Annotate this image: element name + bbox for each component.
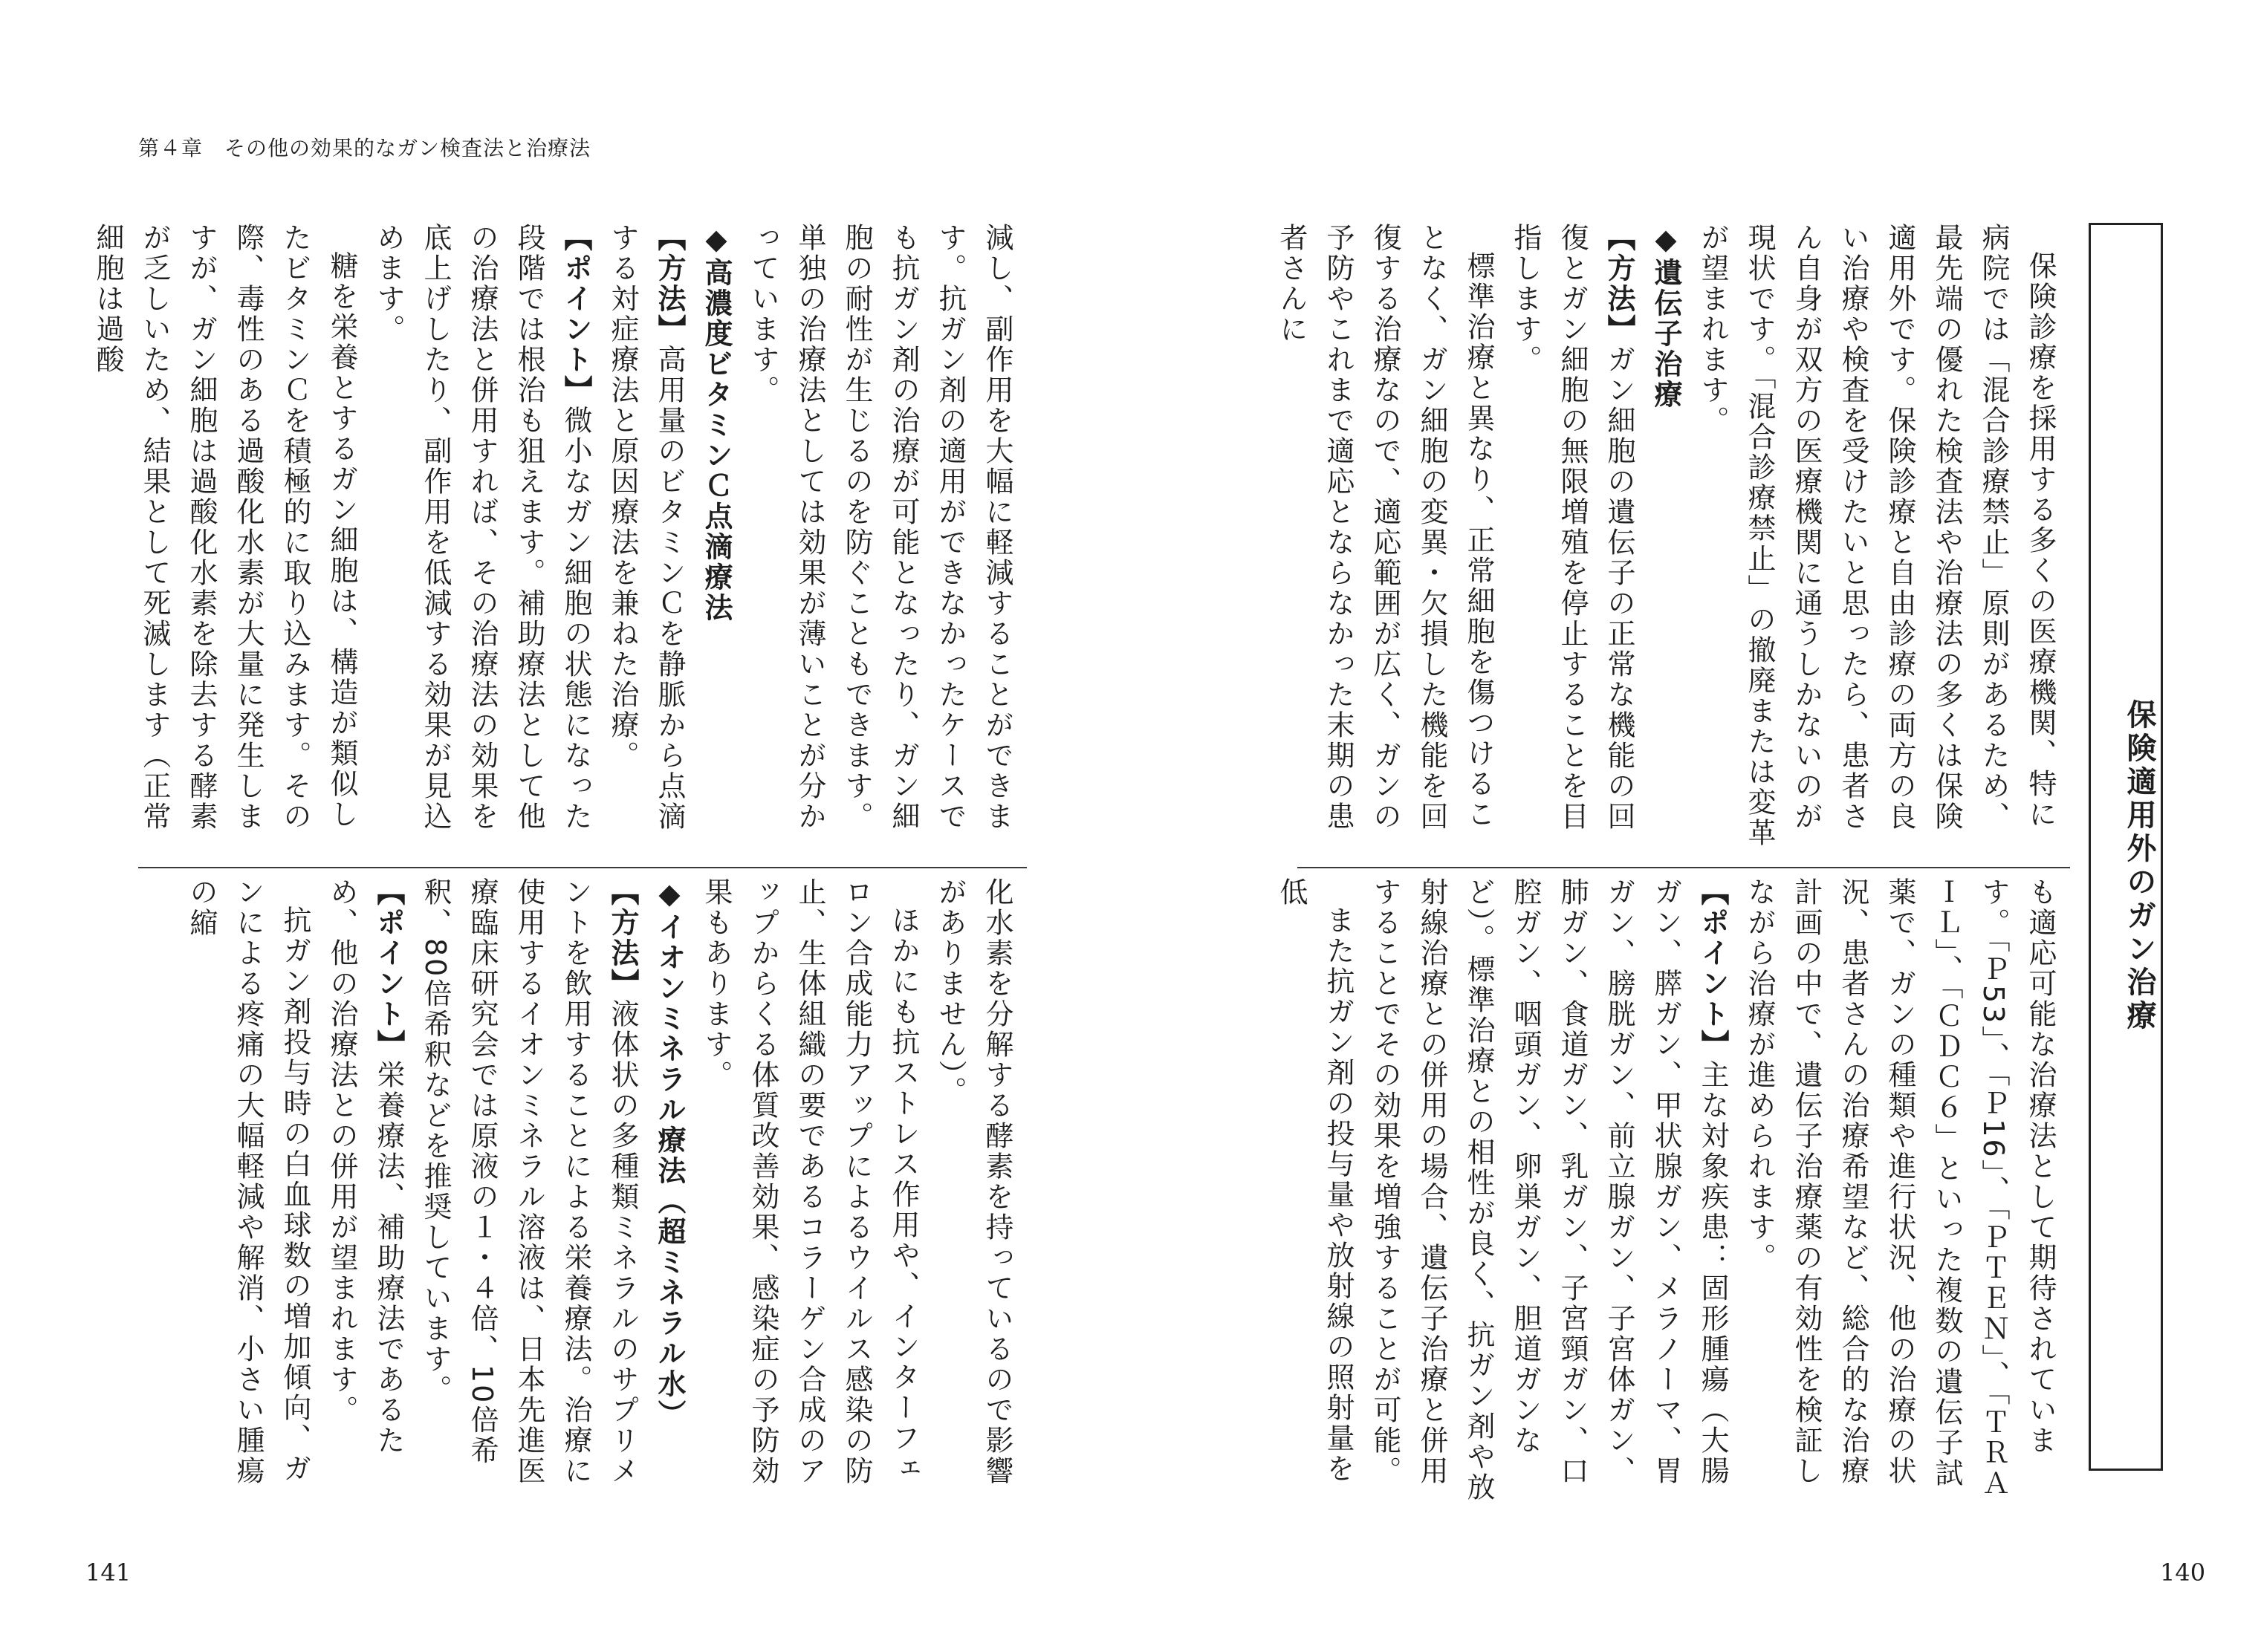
paragraph: 標準治療と異なり、正常細胞を傷つけることなく、ガン細胞の変異・欠損した機能を回復する治療なので、適応範囲が広く、ガンの予防やこれまで適応とならなかった末期の患者さんに <box>1275 223 1495 832</box>
labeled-paragraph <box>412 877 646 1512</box>
paragraph-text: 主な対象疾患：固形腫瘍（大腸ガン、膵ガン、甲状腺ガン、メラノーマ、胃ガン、膀胱ガン、前立腺ガン、子宮体ガン、肺ガン、食道ガン、乳ガン、子宮頸ガン、口腔ガン、咽頭ガン、卵巣ガン、胆道ガンなど）。標準治療との相性が良く、抗ガン剤や放射線治療との併用の場合、遺伝子治療と併用することでその効果を増強することが可能。 <box>1369 877 1729 1503</box>
paragraph-text: 栄養療法、補助療法であるため、他の治療法との併用が望まれます。 <box>325 877 405 1456</box>
paragraph-text: 高用量のビタミンＣを静脈から点滴する対症療法と原因療法を兼ねた治療。 <box>606 223 686 832</box>
labeled-paragraph <box>365 223 599 858</box>
paragraph: 化水素を分解する酵素を持っているので影響がありません）。 <box>934 877 1013 1486</box>
paragraph-label: 【ポイント】 <box>559 223 592 406</box>
running-header: 第４章 その他の効果的なガン検査法と治療法 <box>138 136 591 160</box>
paragraph-label: 【ポイント】 <box>1696 877 1729 1060</box>
right-page <box>1130 0 2260 1652</box>
left-upper-text <box>91 223 1020 858</box>
paragraph: 糖を栄養とするガン細胞は、構造が類似したビタミンＣを積極的に取り込みます。その際、毒性のある過酸化水素が大量に発生しますが、ガン細胞は過酸化水素を除去する酵素が乏しいため、結果として死滅します（正常細胞は過酸 <box>91 223 358 832</box>
paragraph-text: 微小なガン細胞の状態になった段階では根治も狙えます。補助療法として他の治療法と併用すれば、その治療法の効果を底上げしたり、副作用を低減する効果が見込めます。 <box>372 223 592 832</box>
paragraph-label: 【ポイント】 <box>372 877 405 1060</box>
page-number-right: 140 <box>2160 1558 2206 1587</box>
paragraph-text: 液体状の多種類ミネラルのサプリメントを飲用することによる栄養療法。治療に使用するイオンミネラル溶液は、日本先進医療臨床研究会では原液の１・４倍、10倍希釈、80倍希釈などを推奨しています。 <box>419 877 639 1486</box>
paragraph-label: 【方法】 <box>606 877 639 999</box>
right-lower-text <box>1275 877 2063 1512</box>
paragraph: 減し、副作用を大幅に軽減することができます。抗ガン剤の適用ができなかったケースでも抗ガン剤の治療が可能となったり、ガン細胞の耐性が生じるのを防ぐこともできます。単独の治療法としては効果が薄いことが分かっています。 <box>747 223 1013 832</box>
right-divider <box>1297 867 2070 868</box>
paragraph-label: 【方法】 <box>653 223 686 345</box>
labeled-paragraph <box>1502 223 1642 858</box>
left-page <box>0 0 1130 1652</box>
labeled-paragraph <box>318 877 412 1512</box>
paragraph: ほかにも抗ストレス作用や、インターフェロン合成能力アップによるウイルス感染の防止、生体組織の要であるコラーゲン合成のアップからくる体質改善効果、感染症の予防効果もあります。 <box>700 877 920 1486</box>
page-number-left: 141 <box>85 1558 132 1587</box>
paragraph: 保険診療を採用する多くの医療機関、特に病院では「混合診療禁止」原則があるため、最先端の優れた検査法や治療法の多くは保険適用外です。保険診療と自由診療の両方の良い治療や検査を受けたいと思ったら、患者さん自身が双方の医療機関に通うしかないのが現状です。「混合診療禁止」の撤廃または変革が望まれます。 <box>1696 223 2057 848</box>
labeled-paragraph <box>1361 877 1736 1512</box>
paragraph: また抗ガン剤の投与量や放射線の照射量を低 <box>1275 877 1355 1484</box>
paragraph-text: ガン細胞の遺伝子の正常な機能の回復とガン細胞の無限増殖を停止することを目指します。 <box>1509 223 1635 832</box>
paragraph-label: 【方法】 <box>1603 223 1635 345</box>
section-heading: ◆イオンミネラル療法（超ミネラル水） <box>653 877 686 1430</box>
left-lower-text <box>132 877 1020 1512</box>
section-heading: ◆遺伝子治療 <box>1649 223 1682 410</box>
section-title: 保険適用外のガン治療 <box>2122 699 2156 1033</box>
section-heading: ◆高濃度ビタミンＣ点滴療法 <box>700 223 733 623</box>
paragraph: も適応可能な治療法として期待されています。「Ｐ53」、「Ｐ16」、「ＰＴＥＮ」、「ＴＲＡＩＬ」、「ＣＤＣ６」といった複数の遺伝子試薬で、ガンの種類や進行状況、他の治療の状況、患者さんの治療希望など、総合的な治療計画の中で、遺伝子治療薬の有効性を検証しながら治療が進められます。 <box>1743 877 2057 1499</box>
labeled-paragraph <box>599 223 692 858</box>
paragraph: 抗ガン剤投与時の白血球数の増加傾向、ガンによる疼痛の大幅軽減や解消、小さい腫瘍の縮 <box>185 877 311 1486</box>
section-title-box <box>2089 223 2163 1471</box>
right-upper-text <box>1275 223 2063 858</box>
left-divider <box>138 867 1027 868</box>
